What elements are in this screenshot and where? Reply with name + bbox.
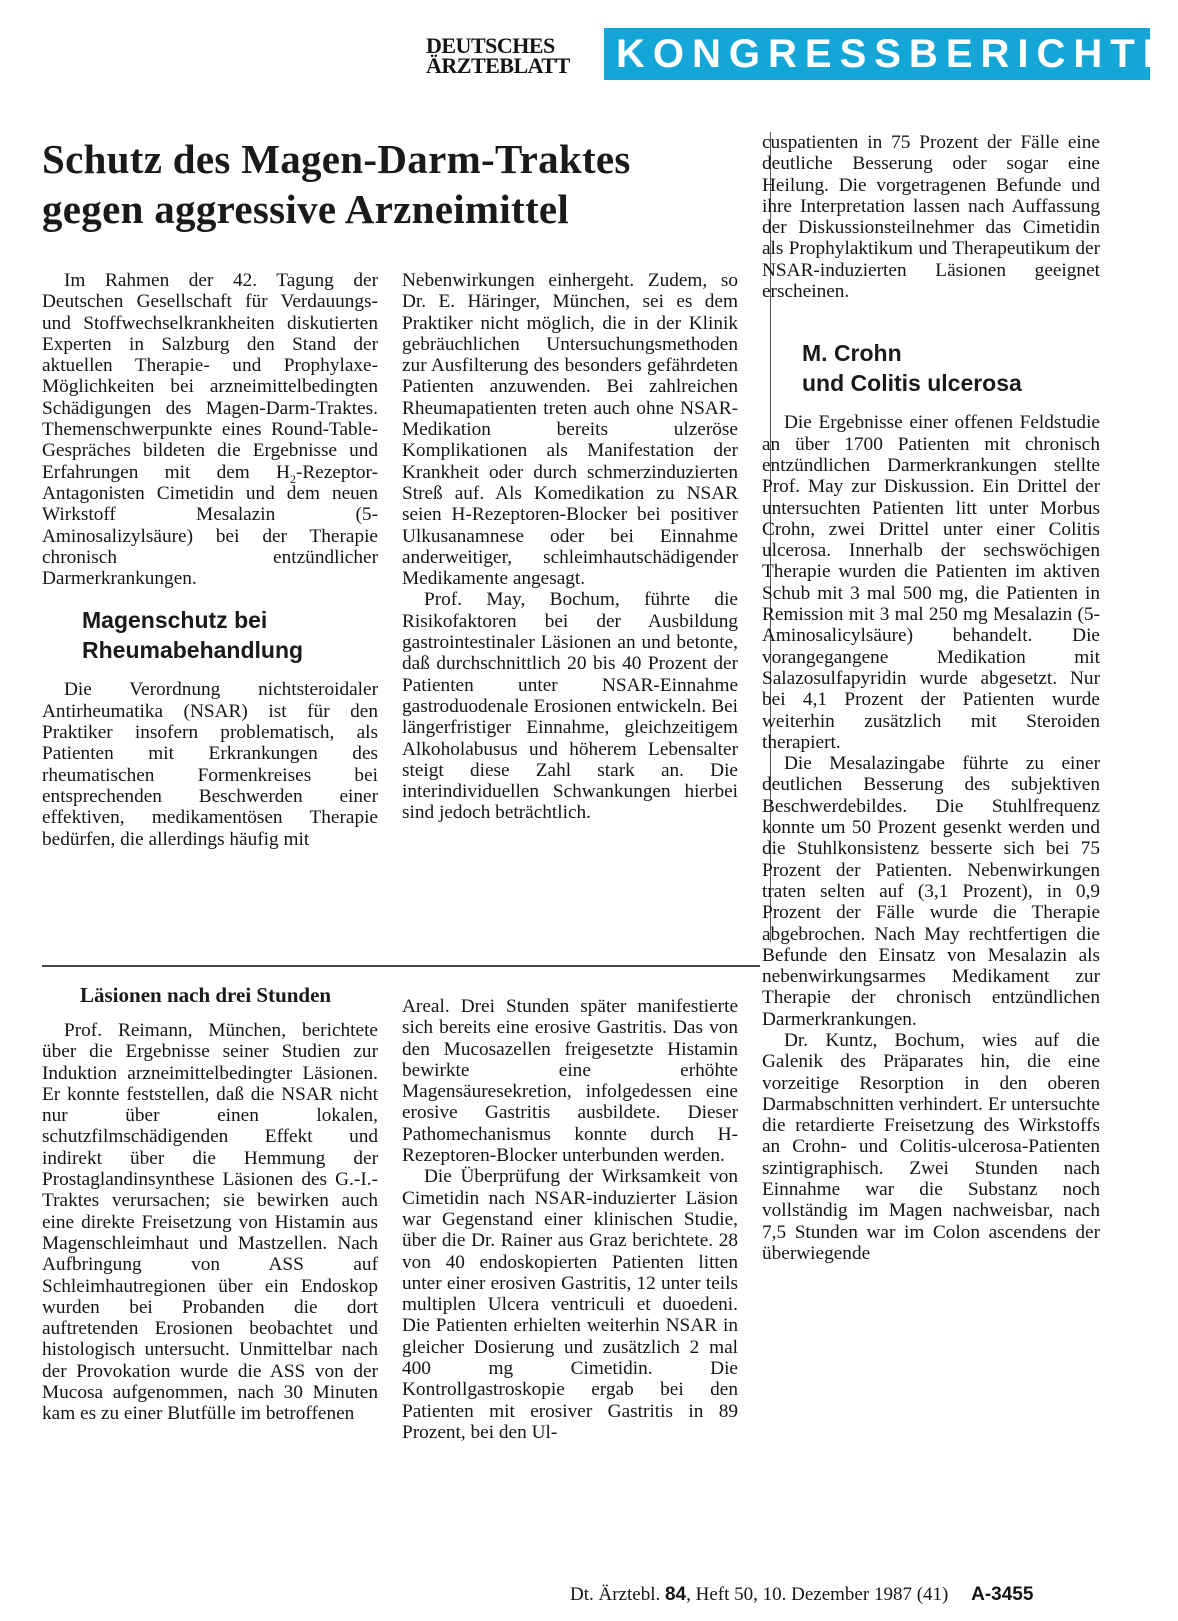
body-paragraph: cuspatienten in 75 Prozent der Fälle eine deutliche Besserung oder sogar eine Heilung. Die vorgetragenen Befunde und ihre Interpretation lassen nach Auffassung der Diskussionsteilnehmer das Cimetidin als Prophylaktikum und Therapeutikum der NSAR-induzierten Läsionen geeignet erscheinen.	[762, 132, 1100, 303]
masthead-line1: DEUTSCHES	[426, 33, 555, 58]
body-paragraph: Prof. May, Bochum, führte die Risikofaktoren bei der Ausbildung gastrointestinaler Läsionen an und betonte, daß durchschnittlich 20 bis 40 Prozent der Patienten unter NSAR-Einnahme gastroduodenale Erosionen entwickeln. Bei längerfristiger Einnahme, gleichzeitigem Alkoholabusus und höherem Lebensalter steigt diese Zahl stark an. Die interindividuellen Schwankungen hierbei sind jedoch beträchtlich.	[402, 589, 738, 824]
body-paragraph: Die Mesalazingabe führte zu einer deutlichen Besserung des subjektiven Beschwerdebildes. Die Stuhlfrequenz konnte um 50 Prozent gesenkt werden und die Stuhlkonsistenz besserte sich bei 75 Prozent der Patienten. Nebenwirkungen traten selten auf (3,1 Prozent), in 0,9 Prozent der Fälle wurde die Therapie abgebrochen. Nach May rechtfertigen die Befunde den Einsatz von Mesalazin als nebenwirkungsarmes Medikament zur Therapie der chronisch entzündlichen Darmerkrankungen.	[762, 753, 1100, 1030]
body-paragraph: Nebenwirkungen einhergeht. Zudem, so Dr. E. Häringer, München, sei es dem Praktiker nicht möglich, die in der Klinik gebräuchlichen Untersuchungsmethoden zur Ausfilterung des besonders gefährdeten Patienten anzuwenden. Bei zahlreichen Rheumapatienten treten auch ohne NSAR-Medikation bereits ulzeröse Komplikationen als Manifestation der Krankheit oder durch schmerzinduzierten Streß auf. Als Komedikation zu NSAR seien H-Rezeptoren-Blocker bei positiver Ulkusanamnese oder bei Einnahme anderweitiger, schleimhautschädigender Medikamente angesagt.	[402, 270, 738, 590]
title-line2: gegen aggressive Arzneimittel	[42, 186, 570, 232]
body-paragraph: Prof. Reimann, München, berichtete über die Ergebnisse seiner Studien zur Induktion arzneimittelbedingter Läsionen. Er konnte feststellen, daß die NSAR nicht nur über einen lokalen, schutzfilmschädigenden Effekt und indirekt über die Hemmung der Prostaglandinsynthese Läsionen des G.-I.-Traktes verursachen; sie bewirken auch eine direkte Freisetzung von Histamin aus Magenschleimhaut und Mastzellen. Nach Aufbringung von ASS auf Schleimhautregionen über ein Endoskop wurden bei Probanden die dort auftretenden Erosionen beobachtet und histologisch untersucht. Unmittelbar nach der Provokation wurde die ASS von der Mucosa aufgenommen, nach 30 Minuten kam es zu einer Blutfülle im betroffenen	[42, 1020, 378, 1425]
section-divider	[42, 965, 760, 967]
body-paragraph: Dr. Kuntz, Bochum, wies auf die Galenik des Präparates hin, die eine vorzeitige Resorption in den oberen Darmabschnitten verhindert. Er untersuchte die retardierte Freisetzung des Wirkstoffs an Crohn- und Colitis-ulcerosa-Patienten szintigraphisch. Zwei Stunden nach Einnahme war die Substanz noch vollständig im Magen nachweisbar, nach 7,5 Stunden war im Colon ascendens der überwiegende	[762, 1029, 1100, 1264]
footer-issue: , Heft 50, 10. Dezember 1987 (41)	[686, 1584, 949, 1605]
heading-laesionen: Läsionen nach drei Stunden	[80, 983, 332, 1007]
heading-magenschutz: Magenschutz bei Rheumabehandlung	[82, 607, 304, 664]
masthead-line2: ÄRZTEBLATT	[426, 53, 570, 78]
body-paragraph: Die Ergebnisse einer offenen Feldstudie an über 1700 Patienten mit chronisch entzündlichen Darmerkrankungen stellte Prof. May zur Diskussion. Ein Drittel der untersuchten Patienten litt unter Morbus Crohn, zwei Drittel unter einer Colitis ulcerosa. Innerhalb der sechswöchigen Therapie wurden die Patienten im aktiven Schub mit 3 mal 500 mg, die Patienten in Remission mit 3 mal 250 mg Mesalazin (5-Aminosalicylsäure) behandelt. Die vorangegangene Medikation mit Salazosulfapyridin wurde abgesetzt. Nur bei 4,1 Prozent der Patienten wurde weiterhin zusätzlich mit Steroiden therapiert.	[762, 412, 1100, 753]
page-number: A-3455	[971, 1584, 1034, 1605]
section-banner: KONGRESSBERICHTE	[604, 28, 1150, 80]
footer-volume: 84	[664, 1584, 687, 1605]
body-paragraph: Die Verordnung nichtsteroidaler Antirheumatika (NSAR) ist für den Praktiker insofern problematisch, als Patienten mit Erkrankungen des rheumatischen Formenkreises bei entsprechenden Beschwerden einer effektiven, medikamentösen Therapie bedürfen, die allerdings häufig mit	[42, 679, 378, 850]
footer-journal: Dt. Ärztebl.	[570, 1584, 661, 1605]
column-1-lower	[42, 982, 378, 1425]
column-3	[762, 132, 1100, 1264]
body-paragraph: Die Überprüfung der Wirksamkeit von Cimetidin nach NSAR-induzierter Läsion war Gegenstand einer klinischen Studie, über die Dr. Rainer aus Graz berichtete. 28 von 40 endoskopierten Patienten litten unter einer erosiven Gastritis, 12 unter teils multiplen Ulcera ventriculi et duoedeni. Die Patienten erhielten weiterhin NSAR in gleicher Dosierung und zusätzlich 2 mal 400 mg Cimetidin. Die Kontrollgastroskopie ergab bei den Patienten mit erosiver Gastritis in 89 Prozent, bei den Ul-	[402, 1166, 738, 1443]
masthead-logo	[426, 33, 596, 78]
column-2-upper	[402, 270, 738, 824]
article-title	[42, 134, 762, 234]
column-1-upper	[42, 270, 378, 850]
page-footer	[570, 1584, 1144, 1606]
column-2-lower	[402, 996, 738, 1443]
body-paragraph: Areal. Drei Stunden später manifestierte sich bereits eine erosive Gastritis. Das von den Mucosazellen freigesetzte Histamin bewirkte eine erhöhte Magensäuresekretion, infolgedessen eine erosive Gastritis ausbildete. Dieser Pathomechanismus konnte durch H-Rezeptoren-Blocker unterbunden werden.	[402, 996, 738, 1167]
intro-paragraph: Im Rahmen der 42. Tagung der Deutschen Gesellschaft für Verdauungs- und Stoffwechselkrankheiten diskutierten Experten in Salzburg den Stand der aktuellen Therapie- und Prophylaxe-Möglichkeiten bei arzneimittelbedingten Schädigungen des Magen-Darm-Traktes. Themenschwerpunkte eines Round-Table-Gespräches bildeten die Ergebnisse und Erfahrungen mit dem $H_2-Rezeptor$-Antagonisten Cimetidin und dem neuen Wirkstoff Mesalazin (5-Aminosalizylsäure) bei der Therapie chronisch entzündlicher Darmerkrankungen.	[42, 270, 378, 590]
title-line1: Schutz des Magen-Darm-Traktes	[42, 136, 631, 182]
heading-crohn: M. Crohn und Colitis ulcerosa	[802, 340, 1022, 397]
